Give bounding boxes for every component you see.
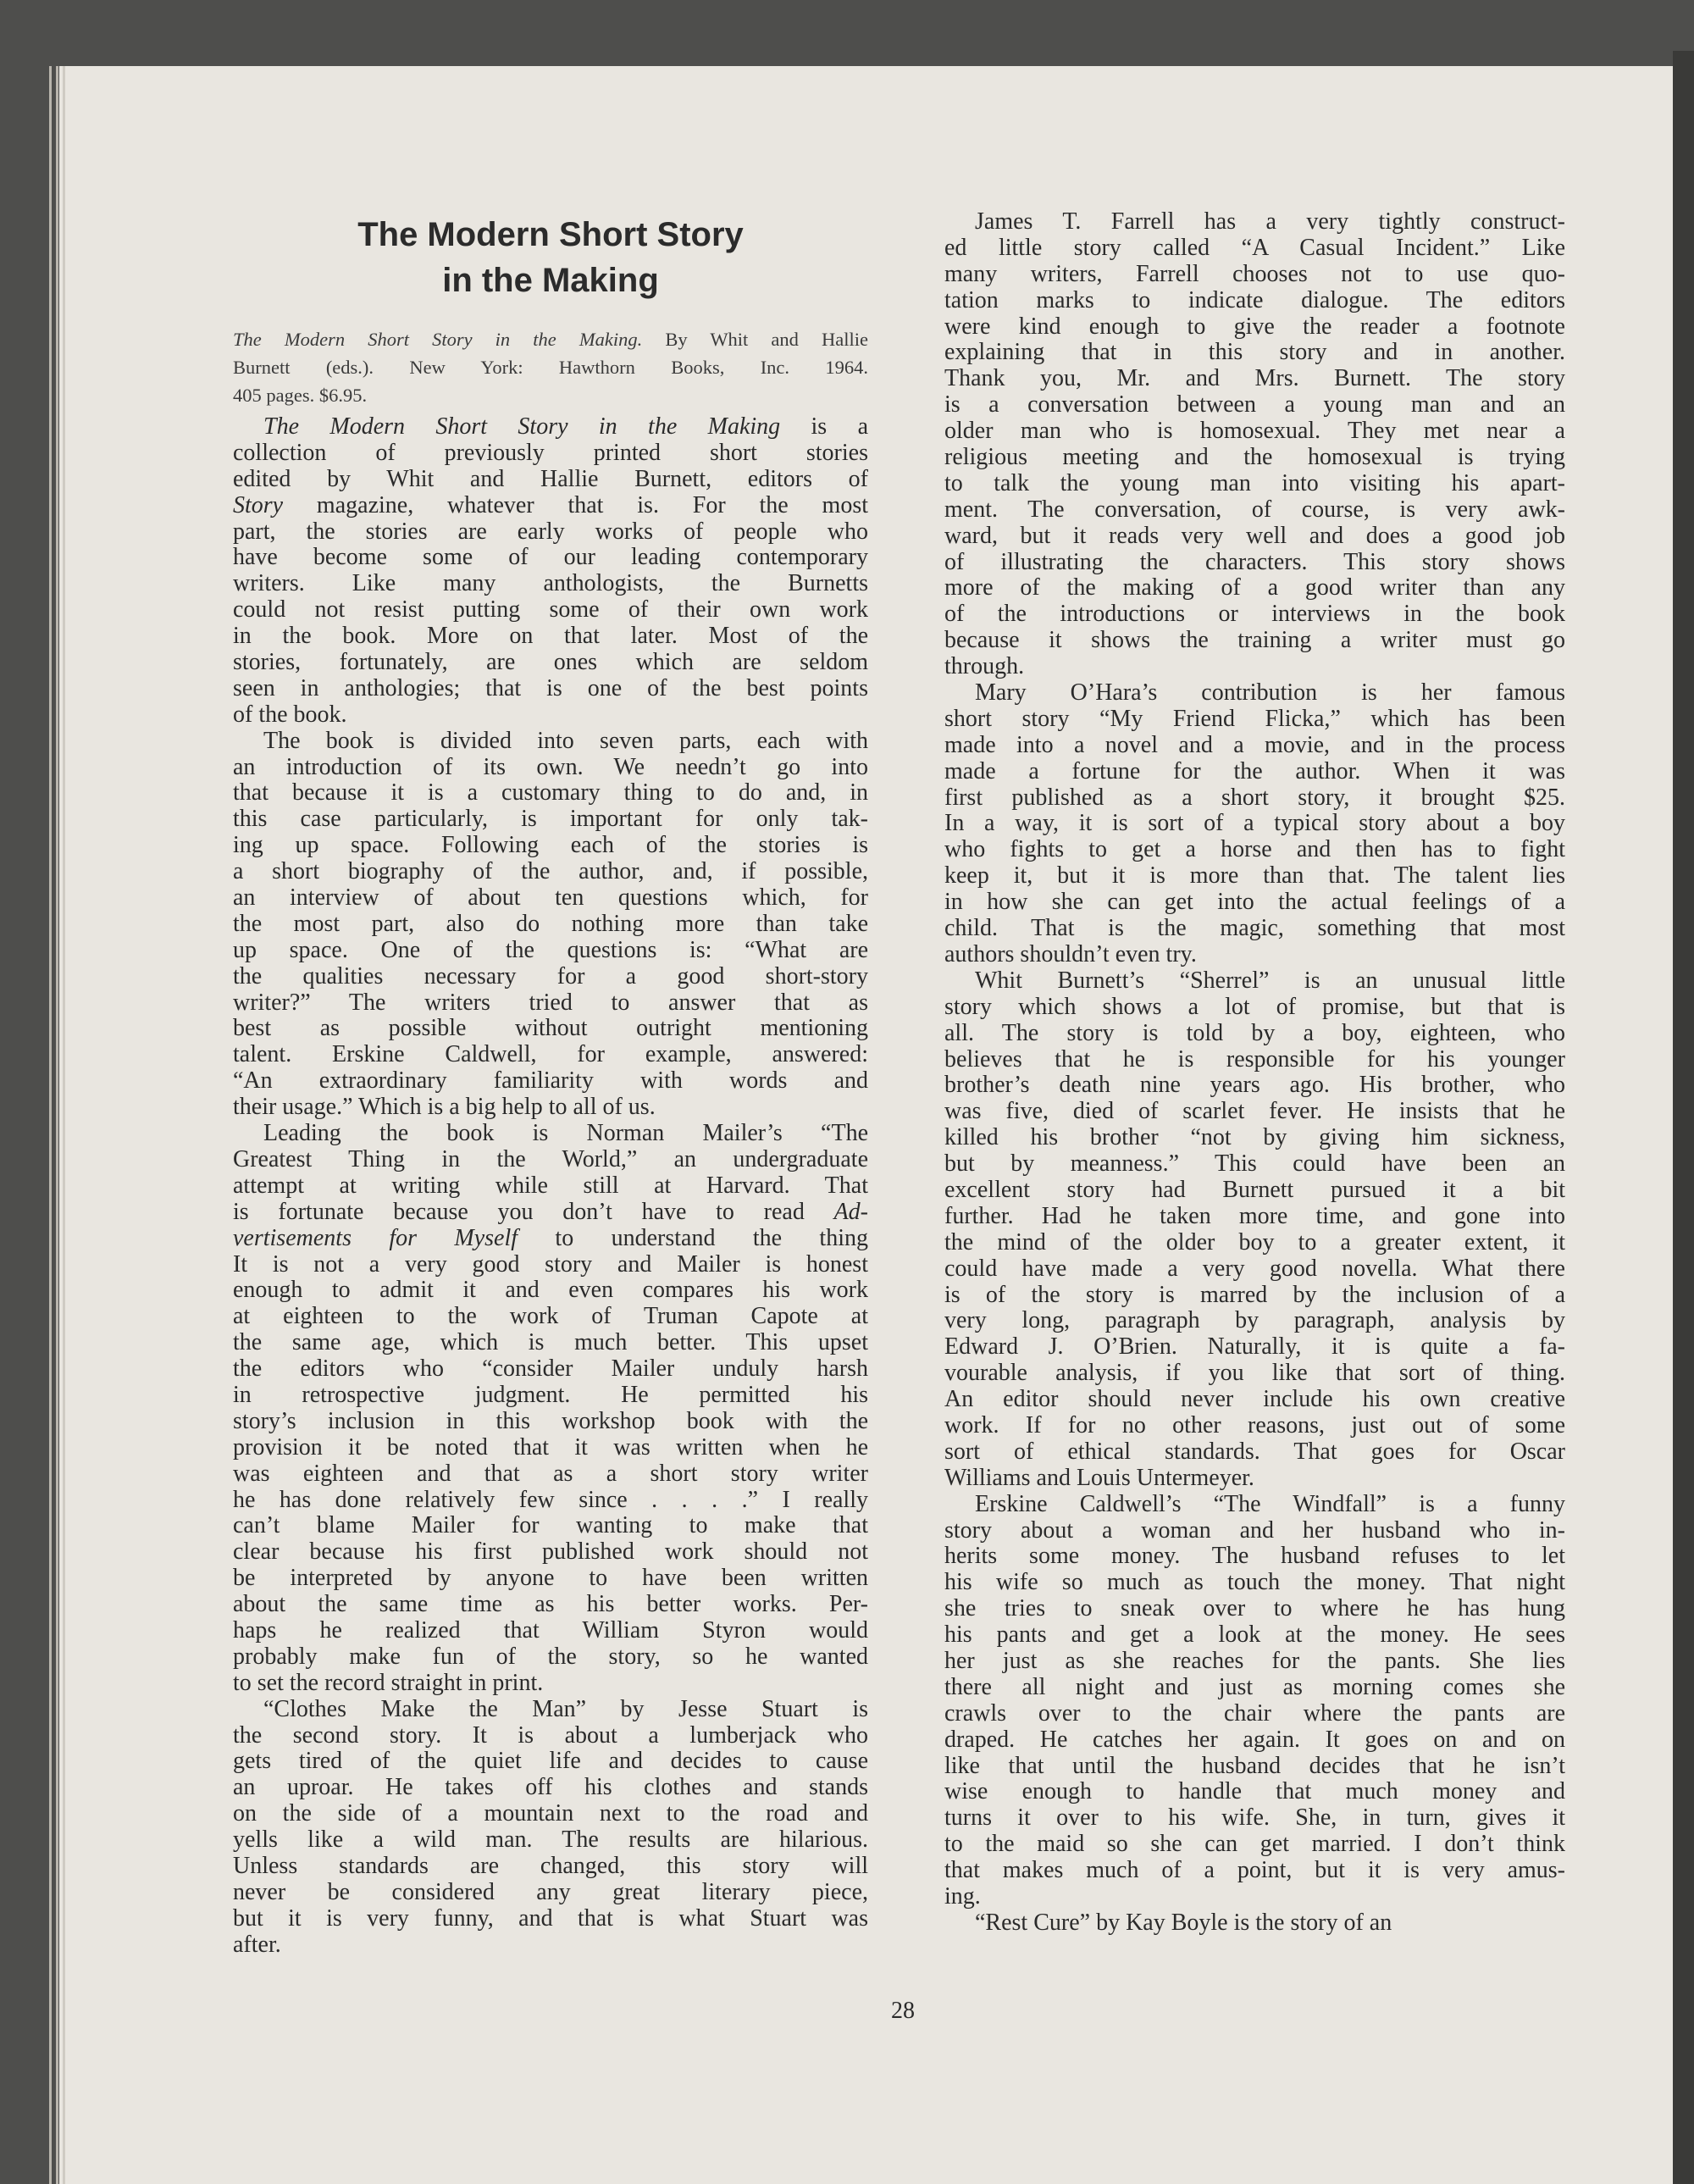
line-text: an interview of about ten questions which, for xyxy=(233,884,868,912)
line-text: Leading the book is Norman Mailer’s “The xyxy=(263,1120,868,1147)
text-line xyxy=(944,1832,1565,1858)
line-text: stories, fortunately, are ones which are seldom xyxy=(233,649,868,676)
paragraph xyxy=(944,968,1565,1492)
line-text: tation marks to indicate dialogue. The editors xyxy=(944,286,1565,313)
line-text: Greatest Thing in the World,” an undergraduate xyxy=(233,1145,868,1172)
text-line xyxy=(944,471,1565,497)
line-text: because it shows the training a writer must go xyxy=(944,627,1565,654)
line-text: It is not a very good story and Mailer is honest xyxy=(233,1250,868,1278)
text-line xyxy=(233,1618,868,1644)
line-text: that because it is a customary thing to do and, in xyxy=(233,779,868,807)
line-text: authors shouldn’t even try. xyxy=(944,940,1197,967)
text-line xyxy=(233,1226,868,1252)
italic-text: The Modern Short Story in the Making xyxy=(263,413,781,440)
text-line xyxy=(944,1701,1565,1727)
line-text: writers. Like many anthologists, the Burnetts xyxy=(233,570,868,597)
text-line xyxy=(233,1304,868,1330)
text-line xyxy=(944,340,1565,366)
text-line xyxy=(233,353,868,381)
line-text: never be considered any great literary piece, xyxy=(233,1878,868,1905)
page-stack-edge xyxy=(49,66,52,2184)
line-text: religious meeting and the homosexual is trying xyxy=(944,444,1565,471)
text-line xyxy=(944,1884,1565,1910)
text-line xyxy=(944,445,1565,471)
line-text: about the same time as his better works. Per- xyxy=(233,1591,868,1618)
text-line xyxy=(233,1906,868,1932)
paragraph xyxy=(944,680,1565,968)
line-text: believes that he is responsible for his younger xyxy=(944,1045,1565,1073)
line-text: made into a novel and a movie, and in the process xyxy=(944,731,1565,758)
line-text: very long, paragraph by paragraph, analysis by xyxy=(944,1307,1565,1334)
text-line xyxy=(944,1492,1565,1518)
text-line xyxy=(944,524,1565,550)
line-text: “An extraordinary familiarity with words and xyxy=(233,1067,868,1095)
line-text: through. xyxy=(944,653,1025,680)
text-line xyxy=(233,1854,868,1880)
paragraph xyxy=(233,1697,868,1959)
text-line xyxy=(233,1461,868,1488)
line-text: Unless standards are changed, this story will xyxy=(233,1852,868,1879)
line-text: of illustrating the characters. This story shows xyxy=(944,548,1565,575)
line-text: is a conversation between a young man and an xyxy=(944,391,1565,419)
line-text: sort of ethical standards. That goes for Oscar xyxy=(944,1438,1565,1465)
text-line xyxy=(233,1932,868,1959)
italic-text: The Modern Short Story in the Making. xyxy=(233,329,643,350)
text-line xyxy=(944,1779,1565,1805)
line-text: she tries to sneak over to where he has hung xyxy=(944,1595,1565,1622)
line-text: provision it be noted that it was written when he xyxy=(233,1433,868,1461)
line-text: clear because his first published work should not xyxy=(233,1538,868,1566)
text-line xyxy=(944,654,1565,680)
text-line xyxy=(944,1518,1565,1544)
text-line xyxy=(233,1068,868,1095)
line-text: wise enough to handle that much money and xyxy=(944,1778,1565,1805)
text-line xyxy=(233,1592,868,1618)
line-text: brother’s death nine years ago. His brother, who xyxy=(944,1072,1565,1099)
text-line xyxy=(944,1230,1565,1256)
text-line xyxy=(944,1805,1565,1832)
text-line xyxy=(233,1252,868,1278)
line-text: can’t blame Mailer for wanting to make that xyxy=(233,1512,868,1539)
line-text: all. The story is told by a boy, eighteen, who xyxy=(944,1019,1565,1046)
text-line xyxy=(944,1622,1565,1649)
text-line xyxy=(233,545,868,571)
text-line xyxy=(233,381,868,409)
line-text: but it is very funny, and that is what Stuart was xyxy=(233,1904,868,1932)
line-text: there all night and just as morning comes she xyxy=(944,1673,1565,1700)
text-line xyxy=(233,780,868,807)
text-line xyxy=(233,1435,868,1461)
line-text: An editor should never include his own creative xyxy=(944,1386,1565,1413)
text-line xyxy=(233,1016,868,1042)
text-line xyxy=(233,1566,868,1592)
text-line xyxy=(233,1121,868,1147)
text-line xyxy=(944,759,1565,785)
line-text: story’s inclusion in this workshop book with the xyxy=(233,1407,868,1434)
line-text: Burnett (eds.). New York: Hawthorn Books, Inc. 1964. xyxy=(233,357,868,378)
line-text: their usage.” Which is a big help to all of us. xyxy=(233,1094,656,1121)
line-text: part, the stories are early works of people who xyxy=(233,518,868,545)
line-text: ed little story called “A Casual Incident.” Like xyxy=(944,234,1565,261)
line-text: In a way, it is sort of a typical story about a boy xyxy=(944,810,1565,837)
text-line xyxy=(233,755,868,781)
line-text: at eighteen to the work of Truman Capote at xyxy=(233,1303,868,1330)
line-text: of the book. xyxy=(233,701,347,728)
line-text: made a fortune for the author. When it was xyxy=(944,757,1565,784)
text-line xyxy=(944,628,1565,654)
line-text: gets tired of the quiet life and decides to cause xyxy=(233,1748,868,1775)
text-line xyxy=(233,702,868,729)
line-text: the same age, which is much better. This upset xyxy=(233,1329,868,1356)
text-line xyxy=(944,707,1565,733)
text-line xyxy=(944,288,1565,314)
line-text: he has done relatively few since . . . .” I really xyxy=(233,1486,868,1513)
text-line xyxy=(233,964,868,990)
line-text: to talk the young man into visiting his apart- xyxy=(944,469,1565,496)
paragraph xyxy=(233,1121,868,1697)
text-line xyxy=(233,624,868,650)
text-line xyxy=(944,1675,1565,1701)
text-line xyxy=(233,414,868,441)
line-text: this case particularly, is important for only tak- xyxy=(233,806,868,833)
line-text: child. That is the magic, something that most xyxy=(944,915,1565,942)
line-text: to understand the thing xyxy=(518,1224,868,1251)
text-line xyxy=(944,1596,1565,1622)
line-text: yells like a wild man. The results are hilarious. xyxy=(233,1826,868,1854)
text-line xyxy=(944,1439,1565,1466)
text-line xyxy=(944,1308,1565,1334)
line-text: his pants and get a look at the money. He sees xyxy=(944,1621,1565,1649)
text-line xyxy=(944,1466,1565,1492)
text-line xyxy=(944,785,1565,812)
text-line xyxy=(233,1356,868,1383)
text-line xyxy=(944,916,1565,942)
text-line xyxy=(944,209,1565,236)
text-line xyxy=(944,1125,1565,1151)
line-text: like that until the husband decides that he isn’t xyxy=(944,1752,1565,1779)
line-text: up space. One of the questions is: “What are xyxy=(233,936,868,963)
paragraph xyxy=(233,729,868,1121)
text-line xyxy=(944,1858,1565,1884)
line-text: to the maid so she can get married. I don’t think xyxy=(944,1831,1565,1858)
line-text: the most part, also do nothing more than take xyxy=(233,910,868,937)
text-line xyxy=(233,1775,868,1801)
text-line xyxy=(233,1801,868,1827)
text-line xyxy=(233,1488,868,1514)
paragraph xyxy=(233,414,868,729)
text-line xyxy=(944,236,1565,262)
right-body-text xyxy=(944,209,1565,1937)
line-text: who fights to get a horse and then has to fight xyxy=(944,836,1565,863)
text-line xyxy=(233,1723,868,1749)
text-line xyxy=(944,1073,1565,1099)
text-line xyxy=(944,497,1565,524)
line-text: ing up space. Following each of the stories is xyxy=(233,832,868,859)
text-line xyxy=(944,1413,1565,1439)
book-citation xyxy=(233,325,868,409)
line-text: enough to admit it and even compares his work xyxy=(233,1277,868,1304)
text-line xyxy=(233,1880,868,1906)
line-text: be interpreted by anyone to have been written xyxy=(233,1565,868,1592)
line-text: talent. Erskine Caldwell, for example, answered: xyxy=(233,1041,868,1068)
text-line xyxy=(233,1644,868,1671)
line-text: work. If for no other reasons, just out of some xyxy=(944,1411,1565,1438)
text-line xyxy=(944,1570,1565,1596)
line-text: explaining that in this story and in another. xyxy=(944,339,1565,366)
line-text: draped. He catches her again. It goes on and on xyxy=(944,1726,1565,1753)
text-line xyxy=(944,1283,1565,1309)
line-text: short story “My Friend Flicka,” which has been xyxy=(944,705,1565,732)
text-line xyxy=(233,938,868,964)
line-text: older man who is homosexual. They met near a xyxy=(944,418,1565,445)
text-line xyxy=(944,1021,1565,1047)
text-line xyxy=(944,366,1565,392)
italic-text: vertisements for Myself xyxy=(233,1224,518,1251)
text-line xyxy=(233,1042,868,1068)
line-text: crawls over to the chair where the pants are xyxy=(944,1699,1565,1727)
page-stack-edge xyxy=(56,66,58,2184)
line-text: 405 pages. $6.95. xyxy=(233,385,368,406)
text-line xyxy=(233,1749,868,1775)
text-line xyxy=(944,995,1565,1021)
text-line xyxy=(233,676,868,702)
line-text: were kind enough to give the reader a footnote xyxy=(944,313,1565,340)
left-column xyxy=(233,212,868,1959)
line-text: the qualities necessary for a good short-story xyxy=(233,962,868,989)
line-text: edited by Whit and Hallie Burnett, editors of xyxy=(233,465,868,492)
text-line xyxy=(233,650,868,676)
line-text: was eighteen and that as a short story writer xyxy=(233,1460,868,1487)
line-text: could not resist putting some of their own work xyxy=(233,596,868,624)
text-line xyxy=(944,392,1565,419)
italic-text: Ad- xyxy=(833,1198,868,1225)
text-line xyxy=(233,1671,868,1697)
text-line xyxy=(233,519,868,546)
title-line: The Modern Short Story xyxy=(357,216,744,253)
line-text: is a xyxy=(780,413,868,440)
line-text: on the side of a mountain next to the road and xyxy=(233,1800,868,1827)
text-line xyxy=(944,1047,1565,1073)
paragraph xyxy=(944,1492,1565,1910)
text-line xyxy=(233,1095,868,1121)
line-text: an introduction of its own. We needn’t go into xyxy=(233,753,868,780)
text-line xyxy=(944,1910,1565,1937)
line-text: haps he realized that William Styron would xyxy=(233,1616,868,1644)
line-text: more of the making of a good writer than any xyxy=(944,574,1565,601)
right-column xyxy=(944,209,1565,1937)
line-text: could have made a very good novella. What there xyxy=(944,1255,1565,1282)
line-text: Mary O’Hara’s contribution is her famous xyxy=(975,679,1565,707)
text-line xyxy=(944,1204,1565,1230)
text-line xyxy=(944,1178,1565,1204)
text-line xyxy=(233,833,868,859)
text-line xyxy=(233,1827,868,1854)
line-text: turns it over to his wife. She, in turn, gives it xyxy=(944,1804,1565,1832)
text-line xyxy=(944,968,1565,995)
line-text: to set the record straight in print. xyxy=(233,1669,544,1696)
text-line xyxy=(233,1539,868,1566)
line-text: was five, died of scarlet fever. He insists that he xyxy=(944,1098,1565,1125)
text-line xyxy=(944,733,1565,759)
text-line xyxy=(944,262,1565,288)
text-line xyxy=(944,419,1565,445)
line-text: her just as she reaches for the pants. She lies xyxy=(944,1647,1565,1674)
text-line xyxy=(944,601,1565,628)
line-text: Edward J. O’Brien. Naturally, it is quite a fa- xyxy=(944,1333,1565,1361)
line-text: a short biography of the author, and, if possible, xyxy=(233,858,868,885)
line-text: Williams and Louis Untermeyer. xyxy=(944,1464,1254,1491)
line-text: in the book. More on that later. Most of the xyxy=(233,623,868,650)
text-line xyxy=(944,1544,1565,1570)
text-line xyxy=(944,1387,1565,1413)
line-text: collection of previously printed short stories xyxy=(233,439,868,466)
line-text: first published as a short story, it brought $25. xyxy=(944,784,1565,811)
text-line xyxy=(233,441,868,467)
article-title xyxy=(233,212,868,303)
line-text: magazine, whatever that is. For the most xyxy=(283,491,868,518)
text-line xyxy=(233,1697,868,1723)
text-line xyxy=(233,1409,868,1435)
line-text: an uproar. He takes off his clothes and stands xyxy=(233,1774,868,1801)
line-text: ward, but it reads very well and does a good job xyxy=(944,522,1565,549)
italic-text: Story xyxy=(233,491,284,518)
line-text: vourable analysis, if you like that sort of thing. xyxy=(944,1360,1565,1387)
line-text: killed his brother “not by giving him sickness, xyxy=(944,1124,1565,1151)
title-line: in the Making xyxy=(442,262,659,299)
text-line xyxy=(233,1513,868,1539)
left-body-text xyxy=(233,414,868,1959)
text-line xyxy=(233,571,868,597)
text-line xyxy=(944,1099,1565,1125)
line-text: Thank you, Mr. and Mrs. Burnett. The story xyxy=(944,365,1565,392)
text-line xyxy=(944,1649,1565,1675)
line-text: is fortunate because you don’t have to read xyxy=(233,1198,834,1225)
line-text: best as possible without outright mentioning xyxy=(233,1015,868,1042)
page-stack-edge xyxy=(63,66,65,2184)
line-text: in how she can get into the actual feelings of a xyxy=(944,889,1565,916)
line-text: writer?” The writers tried to answer that as xyxy=(233,989,868,1016)
line-text: Erskine Caldwell’s “The Windfall” is a funny xyxy=(975,1490,1565,1517)
line-text: have become some of our leading contemporary xyxy=(233,544,868,571)
text-line xyxy=(233,807,868,833)
text-line xyxy=(944,1256,1565,1283)
text-line xyxy=(233,990,868,1017)
text-line xyxy=(233,467,868,493)
line-text: probably make fun of the story, so he wanted xyxy=(233,1643,868,1670)
text-line xyxy=(944,1334,1565,1361)
text-line xyxy=(233,1147,868,1173)
line-text: is of the story is marred by the inclusion of a xyxy=(944,1281,1565,1308)
line-text: many writers, Farrell chooses not to use quo- xyxy=(944,260,1565,287)
text-line xyxy=(233,1278,868,1304)
line-text: seen in anthologies; that is one of the best points xyxy=(233,674,868,701)
text-line xyxy=(233,493,868,519)
text-line xyxy=(233,729,868,755)
line-text: the editors who “consider Mailer unduly harsh xyxy=(233,1355,868,1383)
line-text: herits some money. The husband refuses to let xyxy=(944,1543,1565,1570)
text-line xyxy=(944,890,1565,916)
line-text: story which shows a lot of promise, but that is xyxy=(944,993,1565,1020)
line-text: his wife so much as touch the money. That night xyxy=(944,1569,1565,1596)
text-line xyxy=(233,912,868,938)
line-text: excellent story had Burnett pursued it a bit xyxy=(944,1176,1565,1203)
line-text: Whit Burnett’s “Sherrel” is an unusual little xyxy=(975,967,1565,994)
text-line xyxy=(944,837,1565,863)
line-text: James T. Farrell has a very tightly construct- xyxy=(975,208,1565,235)
line-text: “Rest Cure” by Kay Boyle is the story of an xyxy=(975,1909,1392,1936)
text-line xyxy=(233,859,868,885)
line-text: after. xyxy=(233,1931,281,1958)
line-text: the second story. It is about a lumberjack who xyxy=(233,1721,868,1749)
line-text: ing. xyxy=(944,1883,981,1910)
text-line xyxy=(233,597,868,624)
line-text: story about a woman and her husband who in- xyxy=(944,1516,1565,1544)
text-line xyxy=(944,550,1565,576)
text-line xyxy=(233,1200,868,1226)
text-line xyxy=(233,1173,868,1200)
text-line xyxy=(233,885,868,912)
line-text: By Whit and Hallie xyxy=(642,329,868,350)
text-line xyxy=(233,1330,868,1356)
text-line xyxy=(233,1383,868,1409)
paragraph xyxy=(944,1910,1565,1937)
line-text: in retrospective judgment. He permitted his xyxy=(233,1381,868,1408)
text-line xyxy=(233,325,868,353)
page-number: 28 xyxy=(891,1998,915,2024)
text-line xyxy=(944,811,1565,837)
line-text: “Clothes Make the Man” by Jesse Stuart is xyxy=(263,1695,868,1722)
scan-background xyxy=(1673,51,1694,2184)
text-line xyxy=(944,1727,1565,1754)
line-text: keep it, but it is more than that. The talent lies xyxy=(944,862,1565,890)
text-line xyxy=(944,1361,1565,1387)
text-line xyxy=(944,863,1565,890)
line-text: attempt at writing while still at Harvard. That xyxy=(233,1172,868,1199)
text-line xyxy=(944,575,1565,601)
text-line xyxy=(944,680,1565,707)
text-line xyxy=(944,942,1565,968)
line-text: of the introductions or interviews in the book xyxy=(944,601,1565,628)
line-text: the mind of the older boy to a greater extent, it xyxy=(944,1228,1565,1256)
text-line xyxy=(944,314,1565,341)
paragraph xyxy=(944,209,1565,680)
text-line xyxy=(944,1151,1565,1178)
line-text: The book is divided into seven parts, each with xyxy=(263,727,868,754)
line-text: ment. The conversation, of course, is very awk- xyxy=(944,496,1565,523)
text-line xyxy=(944,1754,1565,1780)
line-text: further. Had he taken more time, and gone into xyxy=(944,1202,1565,1229)
line-text: but by meanness.” This could have been an xyxy=(944,1150,1565,1178)
line-text: that makes much of a point, but it is very amus- xyxy=(944,1857,1565,1884)
